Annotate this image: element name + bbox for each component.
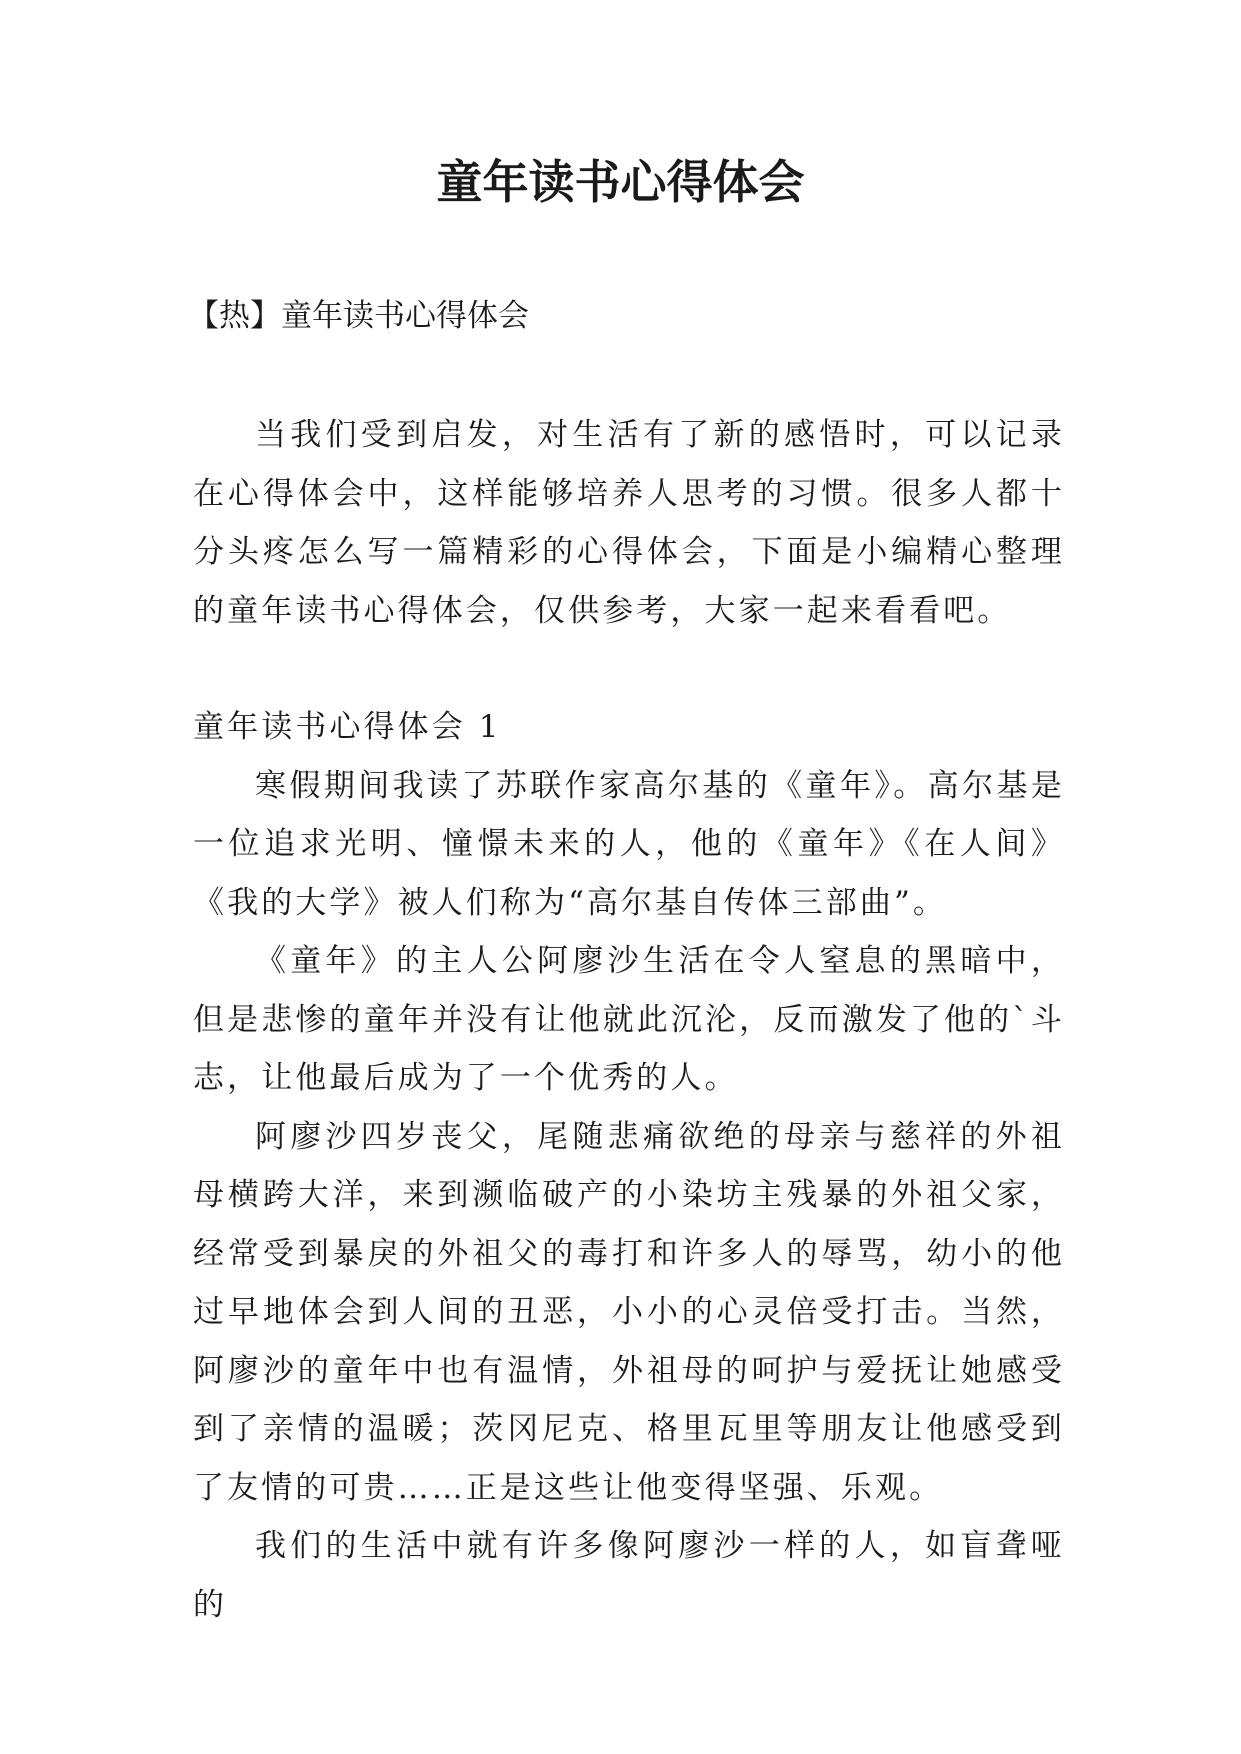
document-title: 童年读书心得体会 [436, 155, 805, 209]
document-body [193, 406, 1065, 1634]
body-paragraph: 我们的生活中就有许多像阿廖沙一样的人，如盲聋哑的 [193, 1528, 1065, 1623]
paragraph-spacer [193, 640, 1065, 698]
intro-paragraph: 当我们受到启发，对生活有了新的感悟时，可以记录在心得体会中，这样能够培养人思考的习惯。很多人都十分头疼怎么写一篇精彩的心得体会，下面是小编精心整理的童年读书心得体会，仅供参考，大家一起来看看吧。 [193, 417, 1065, 629]
document-subtitle: 【热】童年读书心得体会 [188, 298, 529, 334]
section-heading: 童年读书心得体会 1 [193, 709, 502, 745]
body-paragraph: 《童年》的主人公阿廖沙生活在令人窒息的黑暗中，但是悲惨的童年并没有让他就此沉沦，反而激发了他的`斗志，让他最后成为了一个优秀的人。 [193, 943, 1065, 1096]
body-paragraph: 寒假期间我读了苏联作家高尔基的《童年》。高尔基是一位追求光明、憧憬未来的人，他的《童年》《在人间》《我的大学》被人们称为“高尔基自传体三部曲”。 [193, 767, 1065, 921]
body-paragraph: 阿廖沙四岁丧父，尾随悲痛欲绝的母亲与慈祥的外祖母横跨大洋，来到濒临破产的小染坊主残暴的外祖父家，经常受到暴戾的外祖父的毒打和许多人的辱骂，幼小的他过早地体会到人间的丑恶，小小的心灵倍受打击。当然，阿廖沙的童年中也有温情，外祖母的呵护与爱抚让她感受到了亲情的温暖；茨冈尼克、格里瓦里等朋友让他感受到了友情的可贵……正是这些让他变得坚强、乐观。 [193, 1118, 1065, 1506]
